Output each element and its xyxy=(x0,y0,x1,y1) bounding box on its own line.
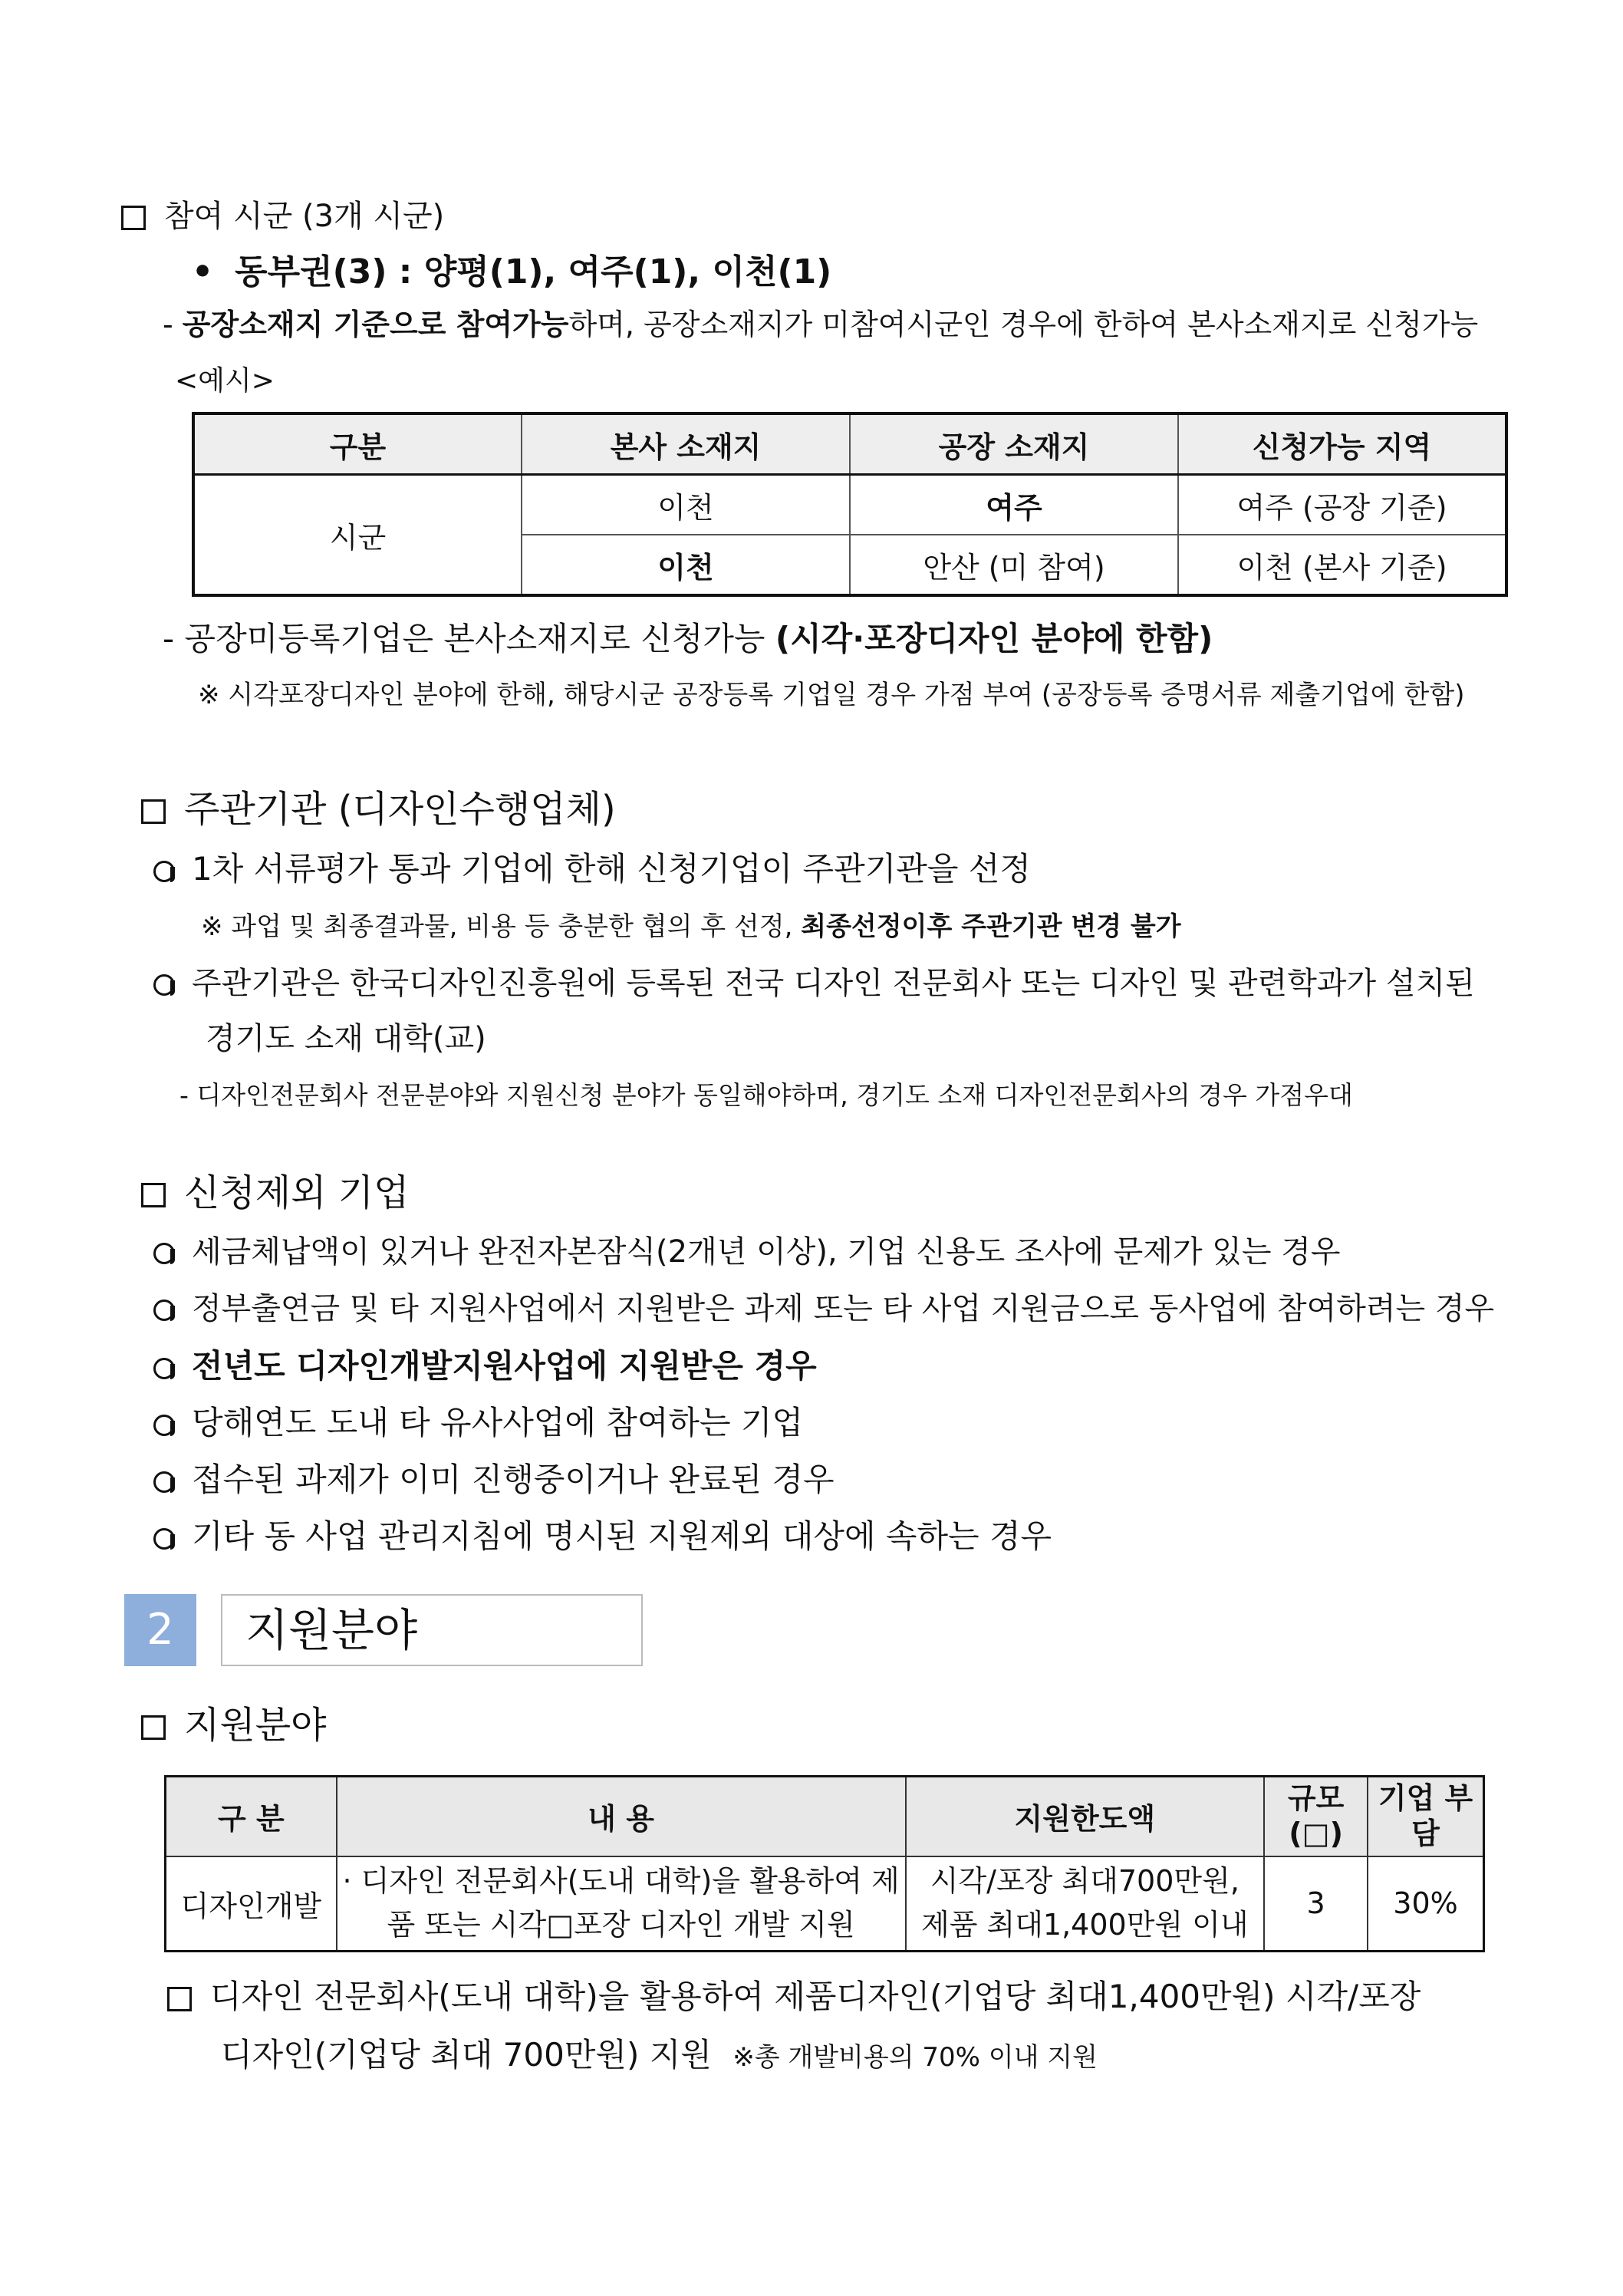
circle-bullet-icon xyxy=(153,1243,175,1264)
host-heading: 주관기관 (디자인수행업체) xyxy=(141,779,616,832)
checkbox-square-icon xyxy=(167,1987,192,2011)
table-header: 공장 소재지 xyxy=(850,413,1178,475)
table-header: 지원한도액 xyxy=(906,1777,1265,1856)
table-header: 내 용 xyxy=(337,1777,906,1856)
exclusion-item: 정부출연금 및 타 지원사업에서 지원받은 과제 또는 타 사업 지원금으로 동사업에 참여하려는 경우 xyxy=(153,1284,1494,1328)
checkbox-square-icon xyxy=(121,206,146,230)
table-cell: 이천 xyxy=(522,475,850,535)
unregistered-line: - 공장미등록기업은 본사소재지로 신청가능 (시각·포장디자인 분야에 한함) xyxy=(163,620,1213,657)
exclusion-heading: 신청제외 기업 xyxy=(141,1163,409,1216)
host-item-2: 주관기관은 한국디자인진흥원에 등록된 전국 디자인 전문회사 또는 디자인 및 관련학과가 설치된 xyxy=(153,959,1475,1003)
table-cell: 디자인개발 xyxy=(166,1856,337,1952)
table-cell: 30% xyxy=(1368,1856,1483,1952)
participation-heading: 참여 시군 (3개 시군) xyxy=(121,192,444,236)
table-header: 규모 (□) xyxy=(1264,1777,1368,1856)
checkbox-square-icon xyxy=(141,1183,166,1207)
bullet-dot-icon: • xyxy=(192,252,214,292)
final-note: 디자인 전문회사(도내 대학)을 활용하여 제품디자인(기업당 최대1,400만원) 시각/포장 xyxy=(167,1972,1421,2018)
example-table xyxy=(192,412,1508,597)
host-item-2-cont: 경기도 소재 대학(교) xyxy=(206,1021,486,1056)
circle-bullet-icon xyxy=(153,1300,175,1321)
table-cell: 안산 (미 참여) xyxy=(850,535,1178,595)
section-title: 지원분야 xyxy=(221,1594,643,1666)
table-cell: 여주 xyxy=(850,475,1178,535)
section-number: 2 xyxy=(124,1594,196,1666)
exclusion-item: 세금체납액이 있거나 완전자본잠식(2개년 이상), 기업 신용도 조사에 문제가 있는 경우 xyxy=(153,1227,1341,1271)
table-cell: 여주 (공장 기준) xyxy=(1178,475,1506,535)
exclusion-item: 전년도 디자인개발지원사업에 지원받은 경우 xyxy=(153,1341,817,1387)
table-header: 구 분 xyxy=(166,1777,337,1856)
table-cell: · 디자인 전문회사(도내 대학)을 활용하여 제 품 또는 시각□포장 디자인 개발 지원 xyxy=(337,1856,906,1952)
circle-bullet-icon xyxy=(153,1358,175,1379)
row-label: 시군 xyxy=(193,475,522,596)
table-header: 기업 부담 xyxy=(1368,1777,1483,1856)
table-cell: 이천 (본사 기준) xyxy=(1178,535,1506,595)
circle-bullet-icon xyxy=(153,861,175,882)
example-label: <예시> xyxy=(175,365,275,397)
exclusion-item: 접수된 과제가 이미 진행중이거나 완료된 경우 xyxy=(153,1454,835,1500)
final-note-cont: 디자인(기업당 최대 700만원) 지원 ※총 개발비용의 70% 이내 지원 xyxy=(221,2036,1098,2074)
support-heading: 지원분야 xyxy=(141,1695,326,1748)
table-header: 본사 소재지 xyxy=(522,413,850,475)
table-header: 구분 xyxy=(193,413,522,475)
table-cell: 이천 xyxy=(522,535,850,595)
exclusion-item: 당해연도 도내 타 유사사업에 참여하는 기업 xyxy=(153,1398,803,1444)
table-cell: 3 xyxy=(1264,1856,1368,1952)
support-table xyxy=(164,1775,1485,1952)
host-note-1: ※ 과업 및 최종결과물, 비용 등 충분한 협의 후 선정, 최종선정이후 주관기관 변경 불가 xyxy=(201,911,1181,942)
circle-bullet-icon xyxy=(153,1471,175,1493)
host-item-1: 1차 서류평가 통과 기업에 한해 신청기업이 주관기관을 선정 xyxy=(153,844,1031,890)
unregistered-note: ※ 시각포장디자인 분야에 한해, 해당시군 공장등록 기업일 경우 가점 부여 (공장등록 증명서류 제출기업에 한함) xyxy=(198,680,1465,710)
table-cell: 시각/포장 최대700만원, 제품 최대1,400만원 이내 xyxy=(906,1856,1265,1952)
host-note-2: - 디자인전문회사 전문분야와 지원신청 분야가 동일해야하며, 경기도 소재 디자인전문회사의 경우 가점우대 xyxy=(179,1080,1353,1110)
exclusion-item: 기타 동 사업 관리지침에 명시된 지원제외 대상에 속하는 경우 xyxy=(153,1511,1052,1557)
participation-note: - 공장소재지 기준으로 참여가능하며, 공장소재지가 미참여시군인 경우에 한하여 본사소재지로 신청가능 xyxy=(163,308,1479,341)
circle-bullet-icon xyxy=(153,974,175,996)
table-header: 신청가능 지역 xyxy=(1178,413,1506,475)
circle-bullet-icon xyxy=(153,1528,175,1550)
region-bullet: • 동부권(3) : 양평(1), 여주(1), 이천(1) xyxy=(192,252,832,292)
checkbox-square-icon xyxy=(141,1715,166,1740)
checkbox-square-icon xyxy=(141,799,166,824)
circle-bullet-icon xyxy=(153,1415,175,1436)
